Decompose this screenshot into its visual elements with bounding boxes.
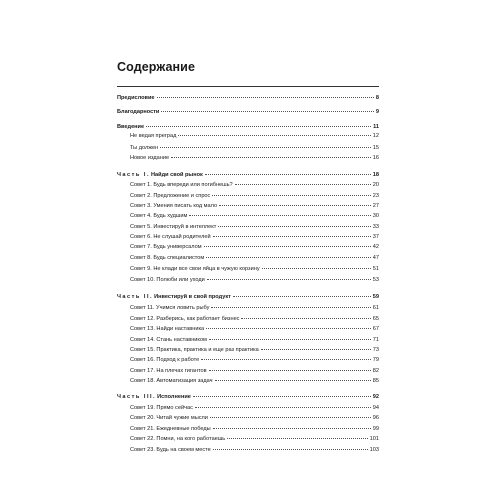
toc-subentry bbox=[117, 368, 379, 375]
dot-leader bbox=[235, 184, 371, 185]
toc-subentry bbox=[117, 234, 379, 241]
toc-subentry bbox=[117, 347, 379, 354]
dot-leader bbox=[160, 147, 371, 148]
dot-leader bbox=[206, 328, 371, 329]
toc-section-entry bbox=[117, 394, 379, 401]
dot-leader bbox=[206, 257, 371, 258]
toc-subentry bbox=[117, 244, 379, 251]
toc-entry-label: Исполнение bbox=[157, 394, 191, 400]
dot-leader bbox=[209, 339, 371, 340]
toc-entry-label: Совет 7. Будь универсалом bbox=[130, 244, 202, 250]
toc-page-number: 61 bbox=[372, 305, 379, 311]
title-divider bbox=[117, 86, 379, 87]
toc-entry-label: Совет 11. Учимся ловить рыбу bbox=[130, 305, 210, 311]
toc-page-number: 96 bbox=[372, 415, 379, 421]
toc-subentry bbox=[117, 305, 379, 312]
toc-page-number: 18 bbox=[372, 172, 379, 178]
toc-entry-label: Совет 5. Инвестируй в интеллект bbox=[130, 224, 217, 230]
toc-page-number: 79 bbox=[372, 357, 379, 363]
toc-page-number: 85 bbox=[372, 378, 379, 384]
dot-leader bbox=[233, 296, 371, 297]
toc-part-prefix: Часть III. bbox=[117, 394, 157, 400]
toc-entry-label: Совет 9. Не клади все свои яйца в чужую корзину bbox=[130, 266, 260, 272]
toc-page-number: 27 bbox=[372, 203, 379, 209]
toc-page-number: 15 bbox=[372, 145, 379, 151]
toc-part-prefix: Часть II. bbox=[117, 294, 154, 300]
dot-leader bbox=[210, 417, 371, 418]
toc-subentry bbox=[117, 203, 379, 210]
dot-leader bbox=[171, 157, 371, 158]
toc-page-number: 37 bbox=[372, 234, 379, 240]
toc-entry-label: Совет 8. Будь специалистом bbox=[130, 255, 205, 261]
toc-entry-label: Совет 22. Помни, на кого работаешь bbox=[130, 436, 226, 442]
toc-subentry bbox=[117, 155, 379, 162]
toc-page-number: 59 bbox=[372, 294, 379, 300]
toc-page-number: 20 bbox=[372, 182, 379, 188]
toc-page-number: 103 bbox=[369, 447, 379, 453]
toc-subentry bbox=[117, 415, 379, 422]
toc-subentry bbox=[117, 326, 379, 333]
toc-subentry bbox=[117, 182, 379, 189]
dot-leader bbox=[204, 246, 371, 247]
toc-title: Содержание bbox=[117, 60, 196, 74]
dot-leader bbox=[195, 407, 371, 408]
toc-page-number: 42 bbox=[372, 244, 379, 250]
toc-subentry bbox=[117, 266, 379, 273]
dot-leader bbox=[209, 370, 371, 371]
toc-entry-label: Предисловие bbox=[117, 95, 155, 101]
dot-leader bbox=[261, 349, 371, 350]
dot-leader bbox=[157, 97, 374, 98]
toc-entry-label: Совет 15. Практика, практика и еще раз практика bbox=[130, 347, 259, 353]
toc-entry-label: Совет 1. Будь впереди или погибнешь? bbox=[130, 182, 233, 188]
toc-entry-label: Совет 4. Будь худшим bbox=[130, 213, 188, 219]
toc-page-number: 82 bbox=[372, 368, 379, 374]
toc-section-entry bbox=[117, 124, 379, 131]
dot-leader bbox=[178, 135, 370, 136]
toc-part-prefix: Часть I. bbox=[117, 172, 150, 178]
toc-entry-label: Не ведая преград bbox=[130, 133, 177, 139]
toc-page-number: 101 bbox=[369, 436, 379, 442]
toc-page-number: 30 bbox=[372, 213, 379, 219]
toc-page-number: 67 bbox=[372, 326, 379, 332]
toc-page-number: 65 bbox=[372, 316, 379, 322]
dot-leader bbox=[213, 449, 368, 450]
toc-entry-label: Новое издание bbox=[130, 155, 170, 161]
toc-entry-label: Совет 18. Автоматизация задач bbox=[130, 378, 213, 384]
toc-entry-label: Совет 19. Прямо сейчас bbox=[130, 405, 193, 411]
toc-entry-label: Совет 13. Найди наставника bbox=[130, 326, 205, 332]
toc-page-number: 71 bbox=[372, 337, 379, 343]
dot-leader bbox=[205, 174, 371, 175]
toc-subentry bbox=[117, 145, 379, 152]
toc-subentry bbox=[117, 337, 379, 344]
toc-subentry bbox=[117, 224, 379, 231]
dot-leader bbox=[211, 307, 370, 308]
dot-leader bbox=[189, 215, 370, 216]
toc-section-entry bbox=[117, 109, 379, 116]
toc-subentry bbox=[117, 447, 379, 454]
toc-entry-label: Совет 17. На плечах гигантов bbox=[130, 368, 207, 374]
toc-entry-label: Совет 14. Стань наставником bbox=[130, 337, 207, 343]
toc-page-number: 23 bbox=[372, 193, 379, 199]
toc-page-number: 11 bbox=[373, 124, 379, 130]
toc-entry-label: Совет 6. Не слушай родителей bbox=[130, 234, 211, 240]
toc-section-entry bbox=[117, 95, 379, 102]
toc-entry-label: Совет 2. Предложение и спрос bbox=[130, 193, 211, 199]
toc-entry-label: Совет 20. Читай чужие мысли bbox=[130, 415, 208, 421]
toc-entry-label: Совет 16. Подход к работе bbox=[130, 357, 200, 363]
toc-entry-label: Совет 23. Будь на своем месте bbox=[130, 447, 211, 453]
dot-leader bbox=[201, 359, 370, 360]
toc-page-number: 9 bbox=[375, 109, 379, 115]
toc-subentry bbox=[117, 378, 379, 385]
dot-leader bbox=[218, 226, 370, 227]
toc-page-number: 99 bbox=[372, 426, 379, 432]
toc-subentry bbox=[117, 193, 379, 200]
toc-page-number: 47 bbox=[372, 255, 379, 261]
dot-leader bbox=[146, 126, 371, 127]
dot-leader bbox=[215, 380, 371, 381]
toc-subentry bbox=[117, 255, 379, 262]
toc-page-number: 94 bbox=[372, 405, 379, 411]
toc-entry-label: Совет 21. Ежедневные победы bbox=[130, 426, 211, 432]
toc-subentry bbox=[117, 436, 379, 443]
toc-section-entry bbox=[117, 294, 379, 301]
dot-leader bbox=[241, 318, 370, 319]
toc-subentry bbox=[117, 405, 379, 412]
dot-leader bbox=[161, 111, 374, 112]
toc-entry-label: Инвестируй в свой продукт bbox=[154, 294, 231, 300]
dot-leader bbox=[219, 205, 371, 206]
dot-leader bbox=[213, 236, 371, 237]
dot-leader bbox=[227, 438, 367, 439]
toc-subentry bbox=[117, 316, 379, 323]
toc-subentry bbox=[117, 426, 379, 433]
toc-entry-label: Ты должен bbox=[130, 145, 159, 151]
toc-entry-label: Совет 10. Полюби или уходи bbox=[130, 277, 205, 283]
toc-page-number: 8 bbox=[375, 95, 379, 101]
toc-page-number: 92 bbox=[372, 394, 379, 400]
toc-subentry bbox=[117, 357, 379, 364]
dot-leader bbox=[207, 279, 371, 280]
toc-subentry bbox=[117, 213, 379, 220]
toc-entry-label: Совет 3. Умения писать код мало bbox=[130, 203, 218, 209]
toc-section-entry bbox=[117, 172, 379, 179]
toc-entry-label: Благодарности bbox=[117, 109, 160, 115]
toc-entry-label: Совет 12. Разберись, как работает бизнес bbox=[130, 316, 240, 322]
dot-leader bbox=[213, 428, 371, 429]
toc-entry-label: Введение bbox=[117, 124, 145, 130]
dot-leader bbox=[262, 268, 371, 269]
dot-leader bbox=[212, 195, 370, 196]
toc-page-number: 73 bbox=[372, 347, 379, 353]
toc-page-number: 12 bbox=[372, 133, 379, 139]
toc-page-number: 51 bbox=[372, 266, 379, 272]
toc-subentry bbox=[117, 133, 379, 140]
toc-entry-label: Найди свой рынок bbox=[151, 172, 203, 178]
dot-leader bbox=[193, 396, 371, 397]
toc-page-number: 33 bbox=[372, 224, 379, 230]
toc-page-number: 16 bbox=[372, 155, 379, 161]
toc-subentry bbox=[117, 277, 379, 284]
toc-page-number: 53 bbox=[372, 277, 379, 283]
